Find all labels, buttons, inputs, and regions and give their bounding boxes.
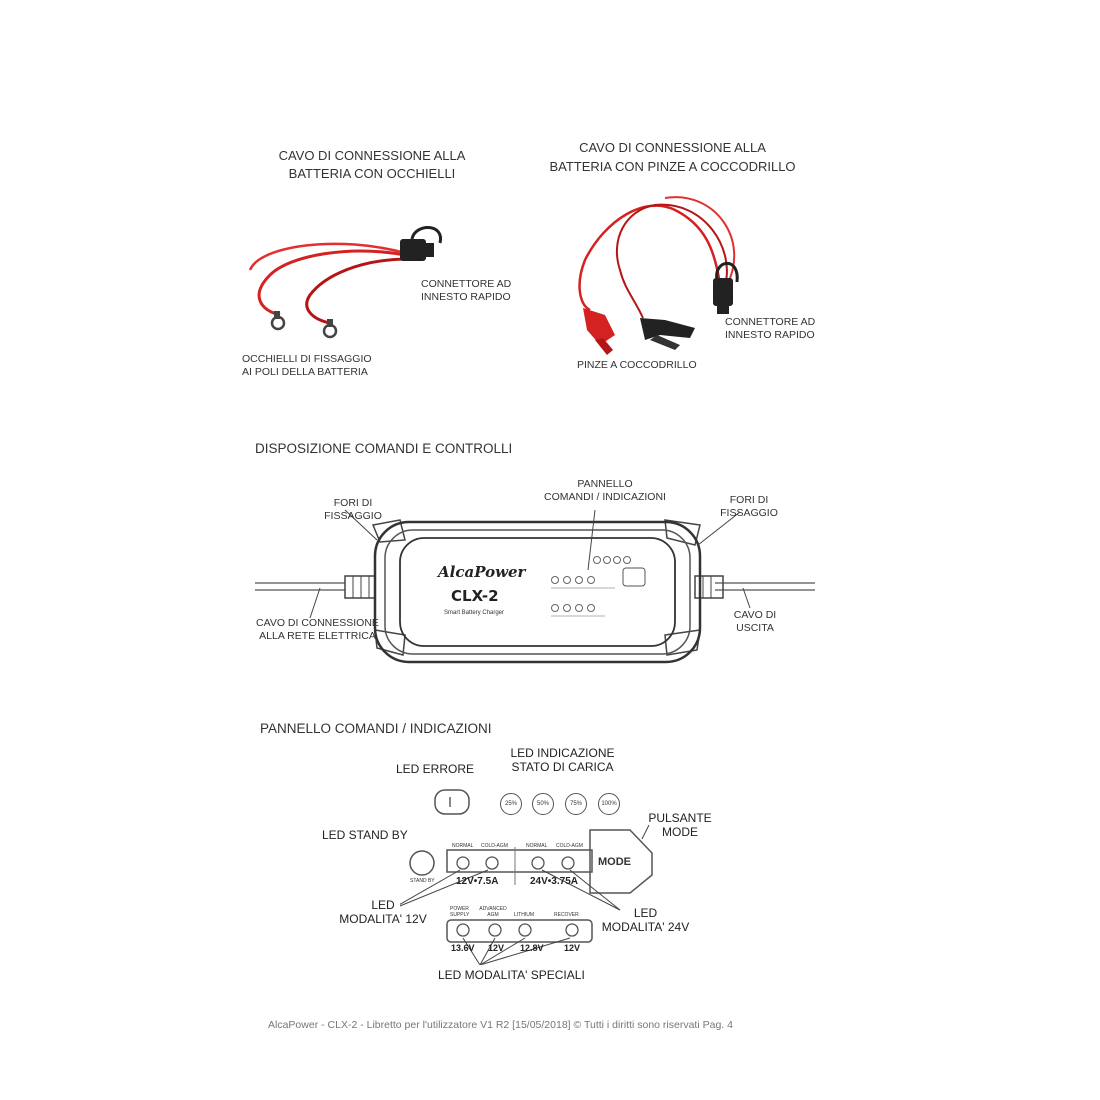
led-12v-line2: MODALITA' 12V — [339, 912, 427, 926]
page-footer: AlcaPower - CLX-2 - Libretto per l'utilizzatore V1 R2 [15/05/2018] © Tutti i diritti sono riservati Pag. 4 — [268, 1019, 733, 1031]
clamp-cable-title-line1: CAVO DI CONNESSIONE ALLA — [579, 140, 766, 155]
clamp-connector-label — [725, 316, 815, 342]
eyelet-cable-title-line2: BATTERIA CON OCCHIELLI — [288, 166, 456, 181]
charge-led-line2: STATO DI CARICA — [511, 760, 614, 774]
clamp-quick-connector-icon — [713, 263, 737, 314]
black-clamp-icon — [640, 318, 695, 350]
mains-line2: ALLA RETE ELETTRICA — [259, 630, 376, 642]
output-cable-callout — [725, 609, 785, 635]
charge-led-2: 75% — [565, 793, 587, 815]
special-top-label-1: ADVANCED AGM — [479, 906, 507, 918]
special-top-label-3: RECOVER — [554, 912, 579, 918]
eyelet-connector-line1: CONNETTORE AD — [421, 278, 512, 290]
eyelets-label — [242, 353, 372, 379]
brand-logo: AlcaPower — [438, 563, 526, 581]
led-12v-line1: LED — [371, 898, 395, 912]
eyelet-connector-label — [421, 278, 511, 304]
range-12v: 12V•7.5A — [456, 876, 499, 887]
eyelet-connector-line2: INNESTO RAPIDO — [421, 291, 511, 303]
standby-led — [410, 851, 434, 875]
led-24v-line2: MODALITA' 24V — [601, 920, 690, 934]
charge-led-1: 50% — [532, 793, 554, 815]
led-12v-callout — [338, 898, 428, 926]
range-24v: 24V•3.75A — [530, 876, 578, 887]
holes-right-line1: FORI DI — [729, 494, 769, 506]
standby-small-label: STAND BY — [410, 878, 435, 884]
charger-model: CLX-2 — [451, 587, 499, 605]
mode-top-label-3: COLD-AGM — [556, 843, 583, 849]
special-value-3: 12V — [564, 943, 581, 953]
red-clamp-icon — [583, 308, 615, 355]
holes-right-line2: FISSAGGIO — [720, 507, 778, 519]
eyelets-line2: AI POLI DELLA BATTERIA — [242, 366, 368, 378]
special-top-label-2: LITHIUM — [514, 912, 534, 918]
control-panel-diagram — [400, 775, 660, 965]
clamp-connector-line2: INNESTO RAPIDO — [725, 329, 815, 341]
panel-callout-line1: PANNELLO — [577, 478, 633, 490]
mode-button[interactable]: MODE — [598, 856, 631, 868]
output-line1: CAVO DI — [733, 609, 777, 621]
standby-led-callout: LED STAND BY — [322, 828, 408, 842]
charge-led-0: 25% — [500, 793, 522, 815]
special-top-label-0: POWER SUPPLY — [450, 906, 470, 918]
special-leds-callout: LED MODALITA' SPECIALI — [438, 968, 585, 982]
mains-line1: CAVO DI CONNESSIONE — [256, 617, 379, 629]
mini-mode-button — [623, 568, 645, 586]
clamps-label: PINZE A COCCODRILLO — [577, 359, 697, 371]
led-24v-line1: LED — [633, 906, 658, 920]
panel-callout-line2: COMANDI / INDICAZIONI — [544, 491, 666, 503]
mode-button-line1: PULSANTE — [648, 811, 712, 825]
mains-cable-callout — [250, 617, 385, 643]
error-led — [435, 790, 469, 814]
mode-top-label-2: NORMAL — [526, 843, 548, 849]
holes-left-line2: FISSAGGIO — [324, 510, 382, 522]
quick-connector-icon — [400, 227, 441, 261]
special-value-0: 13.6V — [451, 943, 475, 953]
layout-section-title: DISPOSIZIONE COMANDI E CONTROLLI — [255, 441, 513, 456]
holes-left-callout — [318, 497, 388, 523]
special-value-1: 12V — [488, 943, 505, 953]
panel-callout — [540, 478, 670, 504]
led-24v-callout — [598, 906, 693, 934]
charger-subtitle: Smart Battery Charger — [444, 610, 505, 616]
mode-button-line2: MODE — [662, 825, 698, 839]
holes-right-callout — [714, 494, 784, 520]
special-value-2: 12.8V — [520, 943, 544, 953]
mount-hole-right-tab — [665, 520, 700, 545]
output-line2: USCITA — [736, 622, 774, 634]
mode-top-label-0: NORMAL — [452, 843, 474, 849]
mode-button-callout — [645, 811, 715, 839]
clamp-connector-line1: CONNETTORE AD — [725, 316, 816, 328]
panel-section-title: PANNELLO COMANDI / INDICAZIONI — [260, 721, 492, 736]
holes-left-line1: FORI DI — [333, 497, 373, 509]
eyelets-line1: OCCHIELLI DI FISSAGGIO — [242, 353, 372, 365]
eyelet-cable-title — [262, 147, 482, 183]
charge-led-3: 100% — [598, 793, 620, 815]
error-led-callout: LED ERRORE — [396, 762, 475, 776]
clamp-cable-title — [540, 138, 805, 176]
mode-top-label-1: COLD-AGM — [481, 843, 508, 849]
eyelet-cable-title-line1: CAVO DI CONNESSIONE ALLA — [278, 148, 466, 163]
clamp-cable-title-line2: BATTERIA CON PINZE A COCCODRILLO — [549, 159, 796, 174]
charger-brand — [438, 563, 525, 581]
charge-led-line1: LED INDICAZIONE — [510, 746, 615, 760]
charge-led-callout — [500, 746, 625, 774]
